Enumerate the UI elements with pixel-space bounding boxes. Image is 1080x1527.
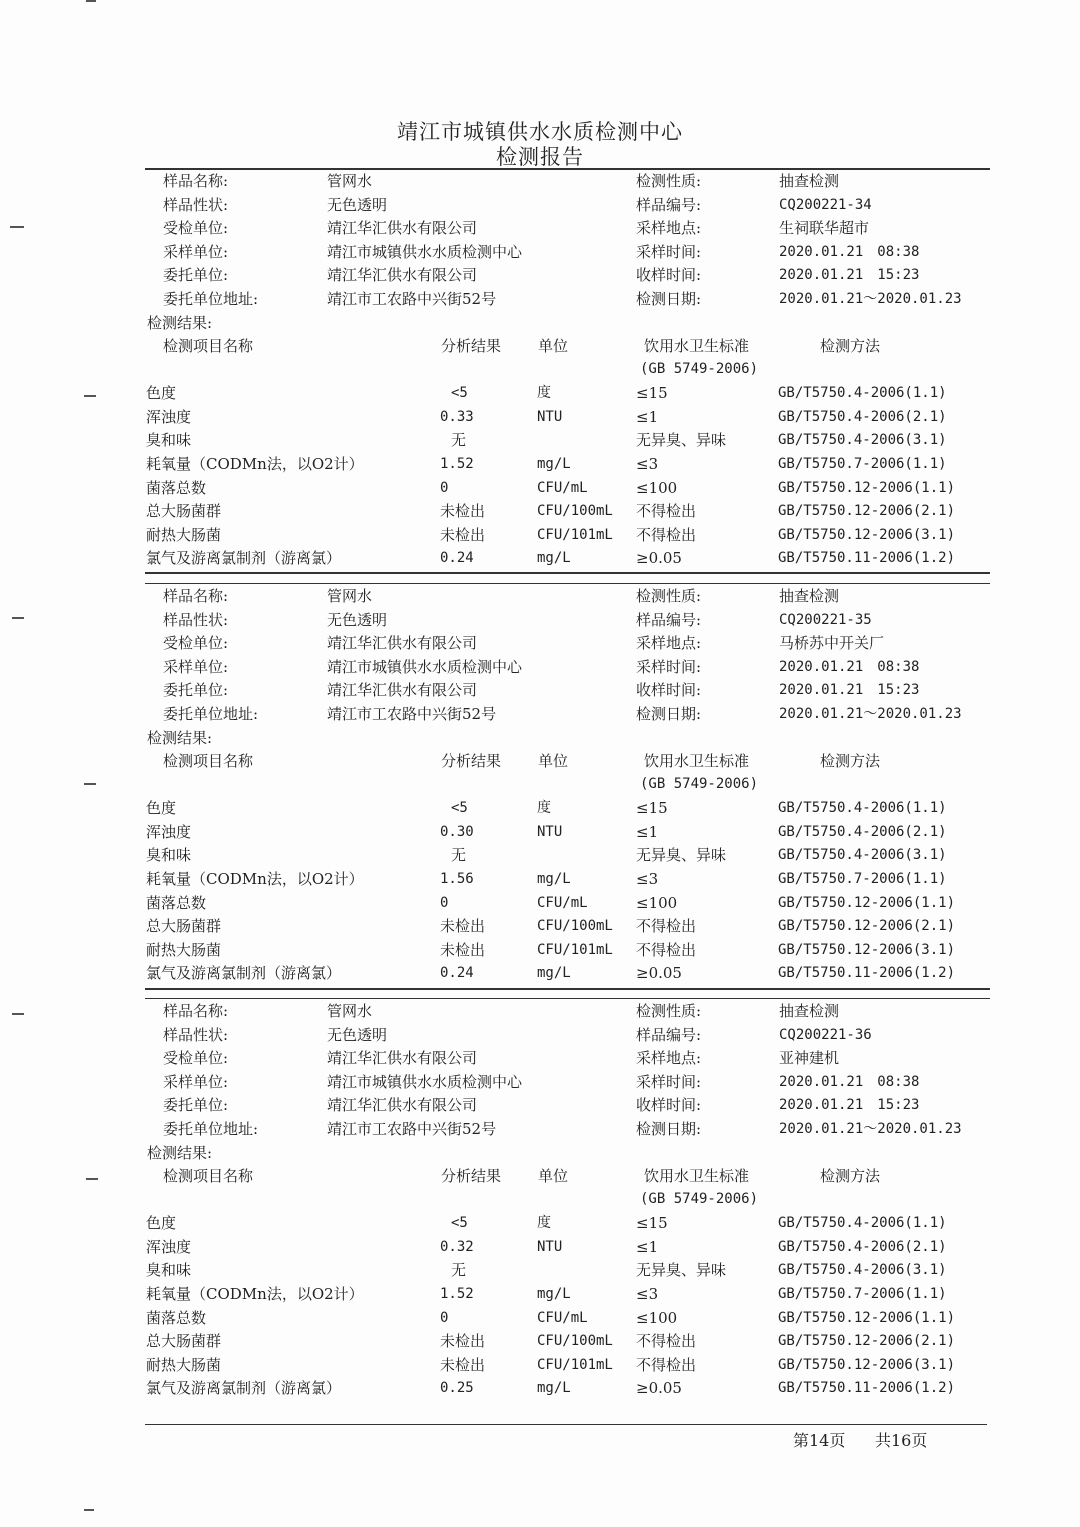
cell-item: 耗氧量（CODMn法，以O2计） [146,870,364,888]
table-row [0,797,1080,820]
table-row [0,406,1080,429]
meta-row [0,1047,1080,1070]
col-header-result: 分析结果 [441,337,502,356]
cell-result: 0.30 [440,823,474,840]
col-header-unit: 单位 [538,1167,569,1186]
results-heading: 检测结果: [147,728,213,747]
cell-unit: CFU/101mL [537,1356,613,1373]
table-row [0,821,1080,844]
inspection-nature-label: 检测性质: [636,1002,702,1020]
cell-result: 无 [451,846,467,865]
cell-unit: CFU/100mL [537,503,613,520]
cell-result: 无 [451,431,467,450]
cell-item: 耐热大肠菌 [146,525,222,544]
sampling-time-value: 2020.01.21 08:38 [779,658,920,675]
col-header-unit: 单位 [538,752,569,771]
table-row [0,500,1080,523]
scan-mark [84,783,96,785]
scan-mark [86,0,96,2]
receiving-time-value: 2020.01.21 15:23 [779,267,920,284]
cell-standard: 不得检出 [636,940,697,959]
results-label [0,312,1080,335]
client-address-value: 靖江市工农路中兴街52号 [327,1120,497,1138]
cell-method: GB/T5750.12-2006(2.1) [778,503,956,520]
cell-method: GB/T5750.4-2006(3.1) [778,1262,947,1279]
receiving-time-label: 收样时间: [636,266,702,285]
cell-method: GB/T5750.4-2006(3.1) [778,847,947,864]
client-unit-value: 靖江华汇供水有限公司 [327,681,478,700]
cell-item: 浑浊度 [146,407,192,426]
cell-unit: CFU/mL [537,479,588,496]
table-row [0,844,1080,867]
meta-row [0,241,1080,264]
cell-method: GB/T5750.12-2006(3.1) [778,526,956,543]
col-header-standard: 饮用水卫生标准 [644,752,750,771]
cell-method: GB/T5750.4-2006(1.1) [778,1215,947,1232]
block-top-rule [145,572,990,574]
inspected-unit-label: 受检单位: [163,634,229,653]
client-address-label: 委托单位地址: [163,705,259,723]
sampling-time-label: 采样时间: [636,657,702,676]
sample-state-value: 无色透明 [327,195,388,214]
results-label [0,1142,1080,1165]
cell-unit: CFU/100mL [537,1333,613,1350]
cell-method: GB/T5750.12-2006(1.1) [778,894,956,911]
receiving-time-label: 收样时间: [636,681,702,700]
cell-unit: CFU/101mL [537,941,613,958]
inspection-nature-label: 检测性质: [636,172,702,190]
meta-row [0,1094,1080,1117]
meta-row [0,170,1080,193]
meta-row [0,632,1080,655]
table-row [0,477,1080,500]
cell-result: 未检出 [440,1332,486,1351]
cell-standard: 不得检出 [636,1332,697,1351]
meta-row [0,217,1080,240]
sample-name-value: 管网水 [327,172,373,190]
sample-state-label: 样品性状: [163,1025,229,1044]
table-header-row [0,335,1080,358]
meta-row [0,679,1080,702]
table-row [0,1236,1080,1259]
cell-item: 氯气及游离氯制剂（游离氯） [146,964,342,983]
cell-item: 浑浊度 [146,822,192,841]
client-unit-value: 靖江华汇供水有限公司 [327,266,478,285]
cell-method: GB/T5750.12-2006(2.1) [778,918,956,935]
inspected-unit-value: 靖江华汇供水有限公司 [327,1049,478,1068]
cell-result: 未检出 [440,1355,486,1374]
meta-row [0,656,1080,679]
test-date-label: 检测日期: [636,290,702,308]
sampling-unit-value: 靖江市城镇供水水质检测中心 [327,1072,523,1091]
cell-unit: mg/L [537,871,571,887]
sample-name-label: 样品名称: [163,172,229,190]
sampling-time-value: 2020.01.21 08:38 [779,243,920,260]
table-row [0,1212,1080,1235]
cell-standard: 无异臭、异味 [636,1261,727,1280]
report-org-title: 靖江市城镇供水水质检测中心 [397,120,683,144]
test-date-value: 2020.01.21～2020.01.23 [779,291,962,307]
cell-standard: ≤1 [636,822,659,841]
scan-mark [12,1013,24,1015]
cell-unit: mg/L [537,1380,571,1397]
inspected-unit-value: 靖江华汇供水有限公司 [327,219,478,238]
cell-unit: mg/L [537,1286,571,1302]
cell-method: GB/T5750.11-2006(1.2) [778,550,956,567]
cell-result: 0.25 [440,1380,474,1397]
cell-standard: ≤15 [636,1214,668,1233]
scan-mark [86,1178,98,1180]
cell-result: 0.24 [440,550,474,567]
col-header-standard-ref: (GB 5749-2006) [640,361,759,378]
cell-unit: mg/L [537,965,571,982]
cell-standard: ≤15 [636,799,668,818]
cell-method: GB/T5750.7-2006(1.1) [778,1286,947,1302]
test-date-value: 2020.01.21～2020.01.23 [779,706,962,722]
cell-standard: ≤3 [636,455,659,473]
cell-standard: 无异臭、异味 [636,431,727,450]
cell-item: 耗氧量（CODMn法，以O2计） [146,1285,364,1303]
table-row [0,429,1080,452]
cell-unit: NTU [537,1238,563,1255]
cell-result: 未检出 [440,525,486,544]
cell-item: 浑浊度 [146,1237,192,1256]
meta-row [0,703,1080,726]
cell-method: GB/T5750.4-2006(3.1) [778,432,947,449]
cell-unit: mg/L [537,456,571,472]
table-header-row [0,1165,1080,1188]
cell-item: 氯气及游离氯制剂（游离氯） [146,1379,342,1398]
sample-state-label: 样品性状: [163,195,229,214]
sample-state-label: 样品性状: [163,610,229,629]
test-date-label: 检测日期: [636,1120,702,1138]
sampling-site-value: 生祠联华超市 [779,219,870,238]
client-address-value: 靖江市工农路中兴街52号 [327,705,497,723]
col-header-standard-ref: (GB 5749-2006) [640,776,759,793]
sampling-site-value: 亚神建机 [779,1049,840,1068]
cell-item: 耗氧量（CODMn法，以O2计） [146,455,364,473]
sampling-site-label: 采样地点: [636,219,702,238]
col-header-standard: 饮用水卫生标准 [644,1167,750,1186]
cell-method: GB/T5750.12-2006(1.1) [778,479,956,496]
cell-item: 臭和味 [146,431,192,450]
cell-method: GB/T5750.4-2006(2.1) [778,408,947,425]
cell-standard: 无异臭、异味 [636,846,727,865]
cell-result: <5 [451,1215,468,1232]
receiving-time-value: 2020.01.21 15:23 [779,682,920,699]
table-row [0,1283,1080,1306]
table-row [0,868,1080,891]
client-unit-label: 委托单位: [163,266,229,285]
inspection-nature-label: 检测性质: [636,587,702,605]
cell-item: 臭和味 [146,846,192,865]
sampling-time-value: 2020.01.21 08:38 [779,1073,920,1090]
cell-method: GB/T5750.4-2006(2.1) [778,823,947,840]
table-header-row-2 [0,1188,1080,1211]
cell-item: 菌落总数 [146,1308,207,1327]
sampling-site-label: 采样地点: [636,634,702,653]
sample-number-label: 样品编号: [636,1025,702,1044]
cell-item: 臭和味 [146,1261,192,1280]
cell-result: 无 [451,1261,467,1280]
cell-item: 总大肠菌群 [146,502,222,521]
sampling-unit-value: 靖江市城镇供水水质检测中心 [327,242,523,261]
sample-state-value: 无色透明 [327,610,388,629]
cell-result: 1.56 [440,871,474,887]
cell-method: GB/T5750.12-2006(1.1) [778,1309,956,1326]
sample-name-label: 样品名称: [163,587,229,605]
cell-unit: CFU/101mL [537,526,613,543]
cell-item: 菌落总数 [146,893,207,912]
table-row [0,1377,1080,1400]
table-row [0,453,1080,476]
table-row [0,1307,1080,1330]
meta-row [0,194,1080,217]
cell-standard: ≤1 [636,407,659,426]
cell-result: 0.24 [440,965,474,982]
cell-result: 1.52 [440,456,474,472]
cell-method: GB/T5750.7-2006(1.1) [778,456,947,472]
sample-name-value: 管网水 [327,587,373,605]
cell-result: 0 [440,1309,449,1326]
cell-item: 总大肠菌群 [146,917,222,936]
sampling-unit-label: 采样单位: [163,657,229,676]
cell-standard: 不得检出 [636,525,697,544]
client-address-label: 委托单位地址: [163,1120,259,1138]
cell-standard: ≤100 [636,478,678,497]
scan-mark [12,617,24,619]
meta-row [0,264,1080,287]
sample-name-label: 样品名称: [163,1002,229,1020]
col-header-method: 检测方法 [820,337,881,356]
cell-method: GB/T5750.11-2006(1.2) [778,1380,956,1397]
client-address-value: 靖江市工农路中兴街52号 [327,290,497,308]
cell-result: 0.32 [440,1238,474,1255]
col-header-result: 分析结果 [441,752,502,771]
inspected-unit-label: 受检单位: [163,1049,229,1068]
cell-result: <5 [451,800,468,817]
cell-standard: ≥0.05 [636,964,682,983]
table-row [0,915,1080,938]
table-row [0,382,1080,405]
client-unit-label: 委托单位: [163,681,229,700]
cell-result: 0.33 [440,408,474,425]
cell-unit: CFU/mL [537,1309,588,1326]
block-separator-rule [145,583,990,584]
sampling-unit-label: 采样单位: [163,1072,229,1091]
meta-row [0,609,1080,632]
cell-result: 1.52 [440,1286,474,1302]
cell-item: 菌落总数 [146,478,207,497]
report-subtitle: 检测报告 [496,145,584,169]
scan-mark [84,395,96,397]
col-header-result: 分析结果 [441,1167,502,1186]
sample-number-value: CQ200221-34 [779,196,872,213]
cell-unit: CFU/100mL [537,918,613,935]
cell-method: GB/T5750.4-2006(1.1) [778,385,947,402]
sample-state-value: 无色透明 [327,1025,388,1044]
meta-row [0,585,1080,608]
col-header-unit: 单位 [538,337,569,356]
cell-standard: ≤100 [636,1308,678,1327]
meta-row [0,1000,1080,1023]
table-row [0,1354,1080,1377]
cell-standard: ≤3 [636,1285,659,1303]
col-header-standard-ref: (GB 5749-2006) [640,1191,759,1208]
results-heading: 检测结果: [147,1143,213,1162]
cell-method: GB/T5750.12-2006(3.1) [778,941,956,958]
cell-standard: ≤1 [636,1237,659,1256]
cell-unit: CFU/mL [537,894,588,911]
sampling-time-label: 采样时间: [636,1072,702,1091]
table-row [0,892,1080,915]
col-header-method: 检测方法 [820,752,881,771]
col-header-item: 检测项目名称 [163,337,254,356]
table-row [0,962,1080,985]
table-row [0,939,1080,962]
cell-unit: NTU [537,408,563,425]
cell-method: GB/T5750.12-2006(2.1) [778,1333,956,1350]
col-header-item: 检测项目名称 [163,752,254,771]
cell-item: 氯气及游离氯制剂（游离氯） [146,549,342,568]
sample-number-label: 样品编号: [636,195,702,214]
cell-standard: 不得检出 [636,502,697,521]
cell-unit: 度 [537,385,551,402]
cell-item: 色度 [146,1214,177,1233]
cell-standard: 不得检出 [636,917,697,936]
cell-item: 色度 [146,799,177,818]
cell-standard: ≤15 [636,384,668,403]
meta-row [0,1071,1080,1094]
col-header-item: 检测项目名称 [163,1167,254,1186]
page-total: 共16页 [875,1431,928,1450]
cell-item: 耐热大肠菌 [146,940,222,959]
cell-item: 耐热大肠菌 [146,1355,222,1374]
table-row [0,547,1080,570]
scan-mark [84,1509,94,1511]
cell-method: GB/T5750.7-2006(1.1) [778,871,947,887]
results-label [0,727,1080,750]
table-row [0,1330,1080,1353]
meta-row [0,1024,1080,1047]
cell-unit: NTU [537,823,563,840]
results-heading: 检测结果: [147,313,213,332]
receiving-time-value: 2020.01.21 15:23 [779,1097,920,1114]
cell-item: 色度 [146,384,177,403]
inspection-nature-value: 抽查检测 [779,172,840,190]
sampling-site-value: 马桥苏中开关厂 [779,634,885,653]
cell-standard: ≤100 [636,893,678,912]
block-top-rule [145,988,990,990]
cell-method: GB/T5750.4-2006(1.1) [778,800,947,817]
cell-method: GB/T5750.11-2006(1.2) [778,965,956,982]
cell-standard: 不得检出 [636,1355,697,1374]
table-header-row-2 [0,773,1080,796]
inspection-nature-value: 抽查检测 [779,587,840,605]
sample-number-label: 样品编号: [636,610,702,629]
client-address-label: 委托单位地址: [163,290,259,308]
inspection-nature-value: 抽查检测 [779,1002,840,1020]
sample-number-value: CQ200221-36 [779,1026,872,1043]
sampling-site-label: 采样地点: [636,1049,702,1068]
sampling-unit-label: 采样单位: [163,242,229,261]
table-header-row [0,750,1080,773]
table-row [0,524,1080,547]
sampling-unit-value: 靖江市城镇供水水质检测中心 [327,657,523,676]
sample-name-value: 管网水 [327,1002,373,1020]
cell-result: 0 [440,894,449,911]
table-row [0,1259,1080,1282]
block-separator-rule [145,998,990,999]
cell-result: 未检出 [440,917,486,936]
sample-number-value: CQ200221-35 [779,611,872,628]
test-date-label: 检测日期: [636,705,702,723]
cell-result: 未检出 [440,940,486,959]
page-number: 第14页 [793,1431,846,1450]
cell-method: GB/T5750.12-2006(3.1) [778,1356,956,1373]
cell-unit: 度 [537,800,551,817]
client-unit-value: 靖江华汇供水有限公司 [327,1096,478,1115]
footer-rule [145,1424,987,1425]
test-date-value: 2020.01.21～2020.01.23 [779,1121,962,1137]
cell-standard: ≤3 [636,870,659,888]
cell-result: 0 [440,479,449,496]
inspected-unit-label: 受检单位: [163,219,229,238]
cell-result: <5 [451,385,468,402]
table-header-row-2 [0,358,1080,381]
inspected-unit-value: 靖江华汇供水有限公司 [327,634,478,653]
sampling-time-label: 采样时间: [636,242,702,261]
scan-mark [10,226,24,228]
cell-result: 未检出 [440,502,486,521]
cell-item: 总大肠菌群 [146,1332,222,1351]
cell-unit: 度 [537,1215,551,1232]
meta-row [0,288,1080,311]
cell-method: GB/T5750.4-2006(2.1) [778,1238,947,1255]
client-unit-label: 委托单位: [163,1096,229,1115]
cell-unit: mg/L [537,550,571,567]
cell-standard: ≥0.05 [636,549,682,568]
cell-standard: ≥0.05 [636,1379,682,1398]
col-header-method: 检测方法 [820,1167,881,1186]
col-header-standard: 饮用水卫生标准 [644,337,750,356]
receiving-time-label: 收样时间: [636,1096,702,1115]
meta-row [0,1118,1080,1141]
